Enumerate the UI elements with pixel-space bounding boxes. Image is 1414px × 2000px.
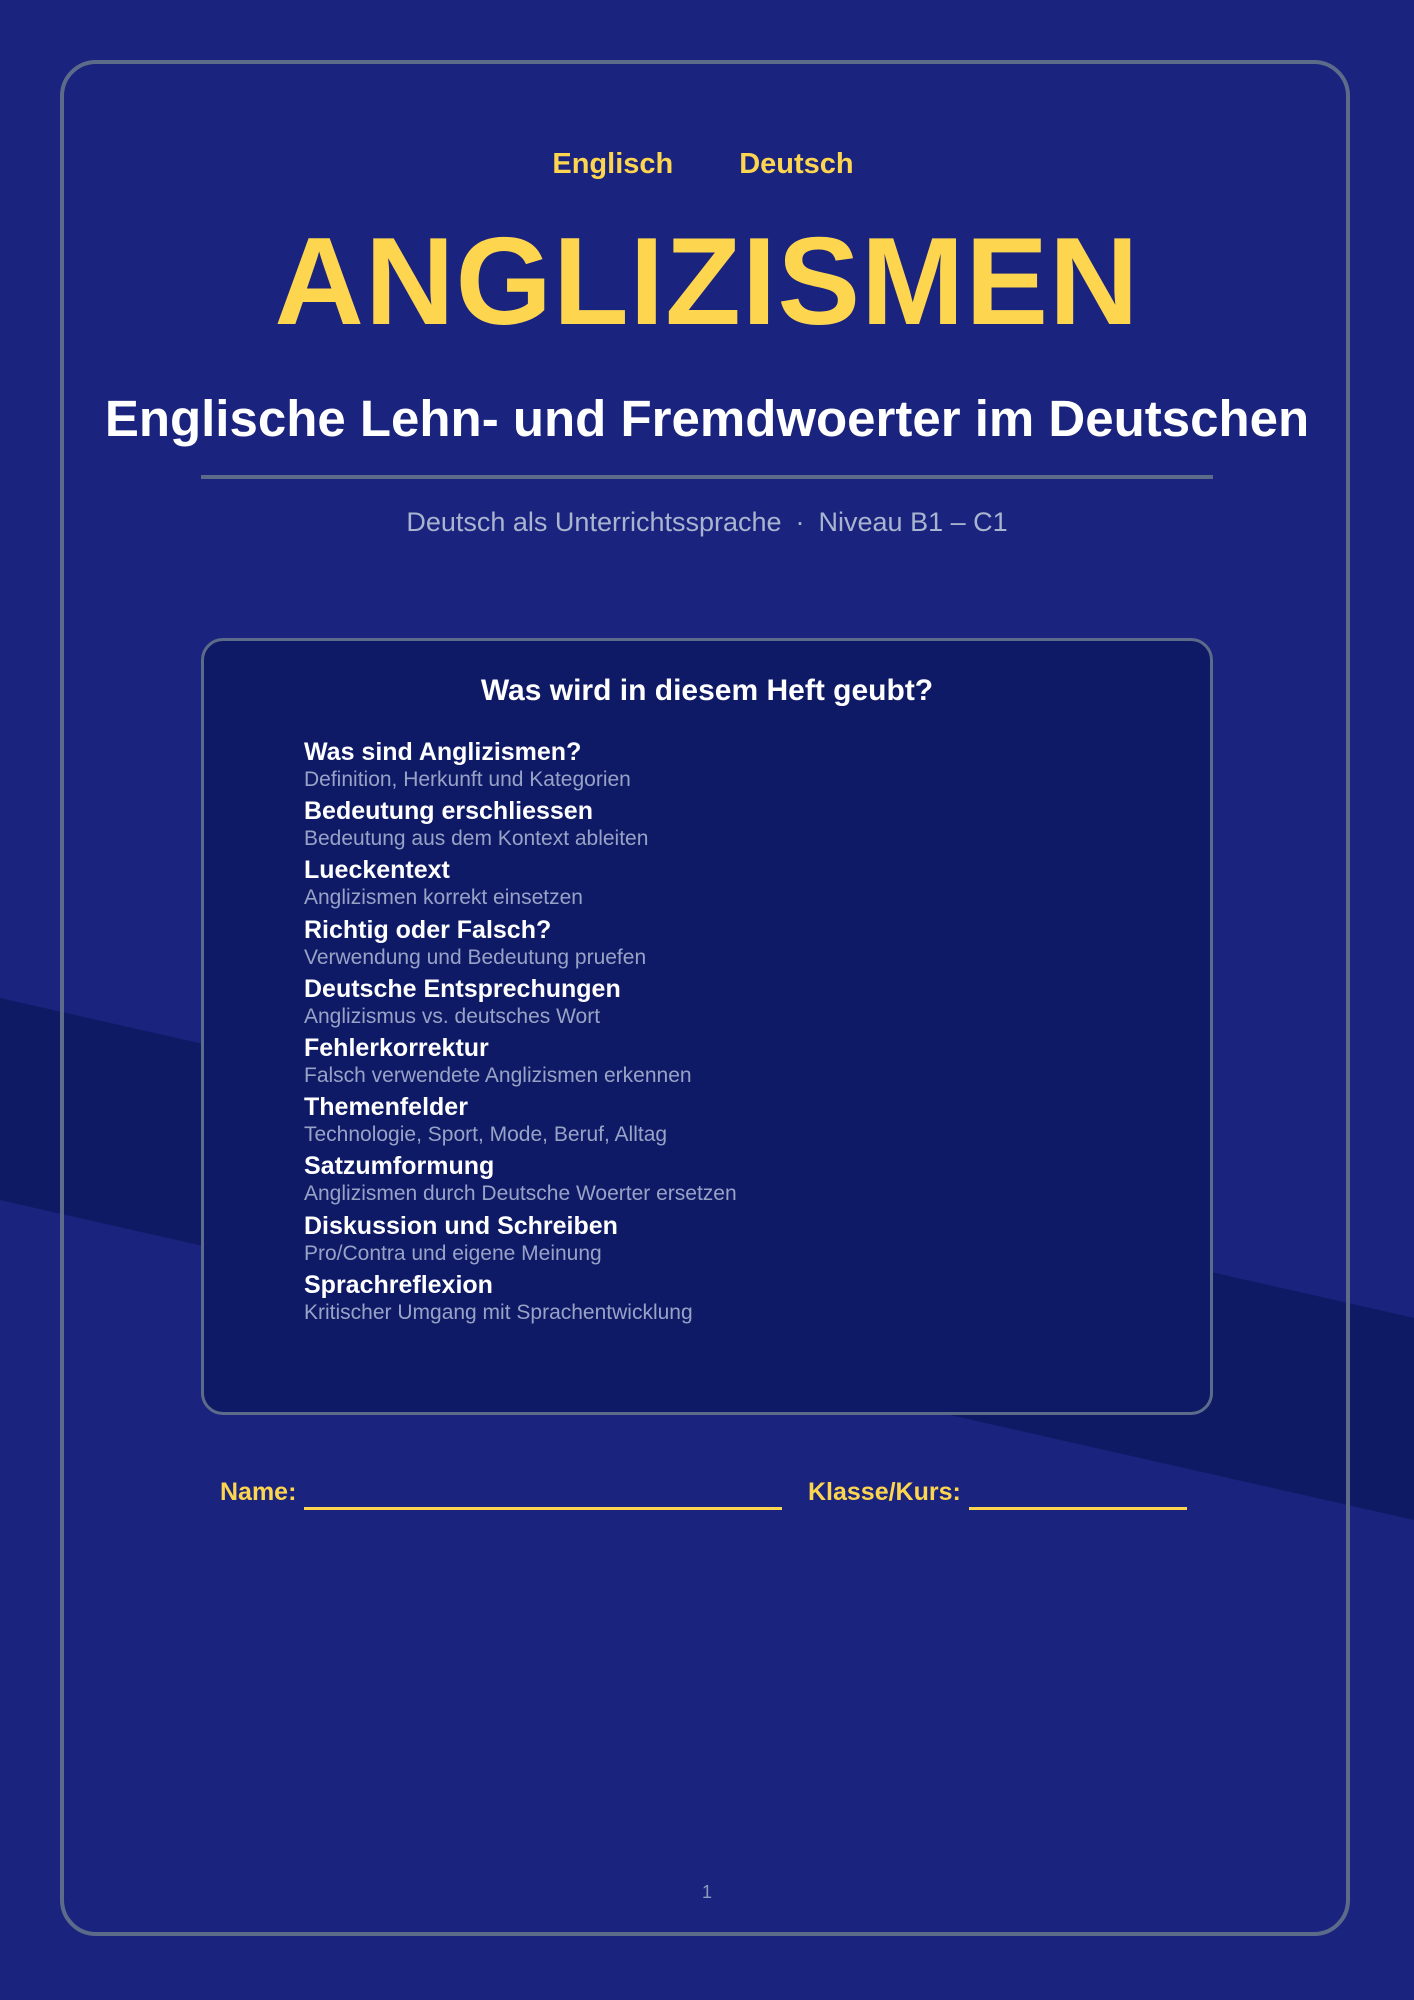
topic-item [304, 974, 737, 1033]
topic-description: Kritischer Umgang mit Sprachentwicklung [304, 1300, 693, 1324]
topic-title: Satzumformung [304, 1152, 495, 1181]
topic-item [304, 1211, 737, 1270]
topic-description: Falsch verwendete Anglizismen erkennen [304, 1063, 692, 1087]
topic-item [304, 1092, 737, 1151]
topic-item [304, 915, 737, 974]
topic-description: Definition, Herkunft und Kategorien [304, 768, 631, 791]
topic-item [304, 796, 737, 855]
topic-title: Fehlerkorrektur [304, 1033, 489, 1062]
topic-title: Lueckentext [304, 856, 450, 885]
topic-item [304, 855, 737, 914]
class-input-line[interactable] [969, 1481, 1187, 1510]
topic-description: Pro/Contra und eigene Meinung [304, 1241, 602, 1265]
topic-title: Deutsche Entsprechungen [304, 974, 621, 1003]
main-title: ANGLIZISMEN [274, 213, 1140, 351]
topic-description: Verwendung und Bedeutung pruefen [304, 945, 647, 969]
topic-item [304, 1151, 737, 1210]
title-divider [201, 475, 1213, 479]
topic-description: Anglizismen durch Deutsche Woerter ersetzen [304, 1182, 737, 1206]
source-language-label: Englisch [552, 148, 674, 180]
topic-title: Sprachreflexion [304, 1270, 493, 1299]
topic-list [304, 737, 737, 1329]
name-label: Name: [220, 1478, 297, 1506]
overview-heading: Was wird in diesem Heft geubt? [480, 674, 934, 707]
topic-title: Diskussion und Schreiben [304, 1211, 618, 1240]
course-label: Deutsch als Unterrichtssprache [406, 507, 782, 537]
class-label: Klasse/Kurs: [808, 1478, 961, 1506]
topic-title: Richtig oder Falsch? [304, 915, 552, 944]
class-field[interactable] [808, 1474, 1187, 1510]
topic-description: Technologie, Sport, Mode, Beruf, Alltag [304, 1123, 668, 1147]
target-language-label: Deutsch [739, 148, 854, 180]
subtitle: Englische Lehn- und Fremdwoerter im Deutschen [104, 390, 1310, 447]
topic-description: Bedeutung aus dem Kontext ableiten [304, 827, 649, 851]
topic-title: Themenfelder [304, 1093, 468, 1122]
topic-title: Was sind Anglizismen? [304, 738, 582, 766]
language-direction [0, 144, 1414, 184]
page-number: 1 [701, 1882, 712, 1902]
name-field[interactable] [220, 1474, 782, 1510]
topic-item [304, 737, 737, 796]
topic-item [304, 1033, 737, 1092]
separator-dot: · [795, 507, 805, 537]
level-label: Niveau B1 – C1 [818, 507, 1008, 537]
topic-description: Anglizismus vs. deutsches Wort [304, 1004, 601, 1028]
overview-box [201, 638, 1213, 1415]
course-level-line [0, 504, 1414, 540]
topic-item [304, 1270, 737, 1329]
topic-title: Bedeutung erschliessen [304, 797, 593, 826]
topic-description: Anglizismen korrekt einsetzen [304, 886, 583, 910]
name-input-line[interactable] [304, 1481, 782, 1510]
